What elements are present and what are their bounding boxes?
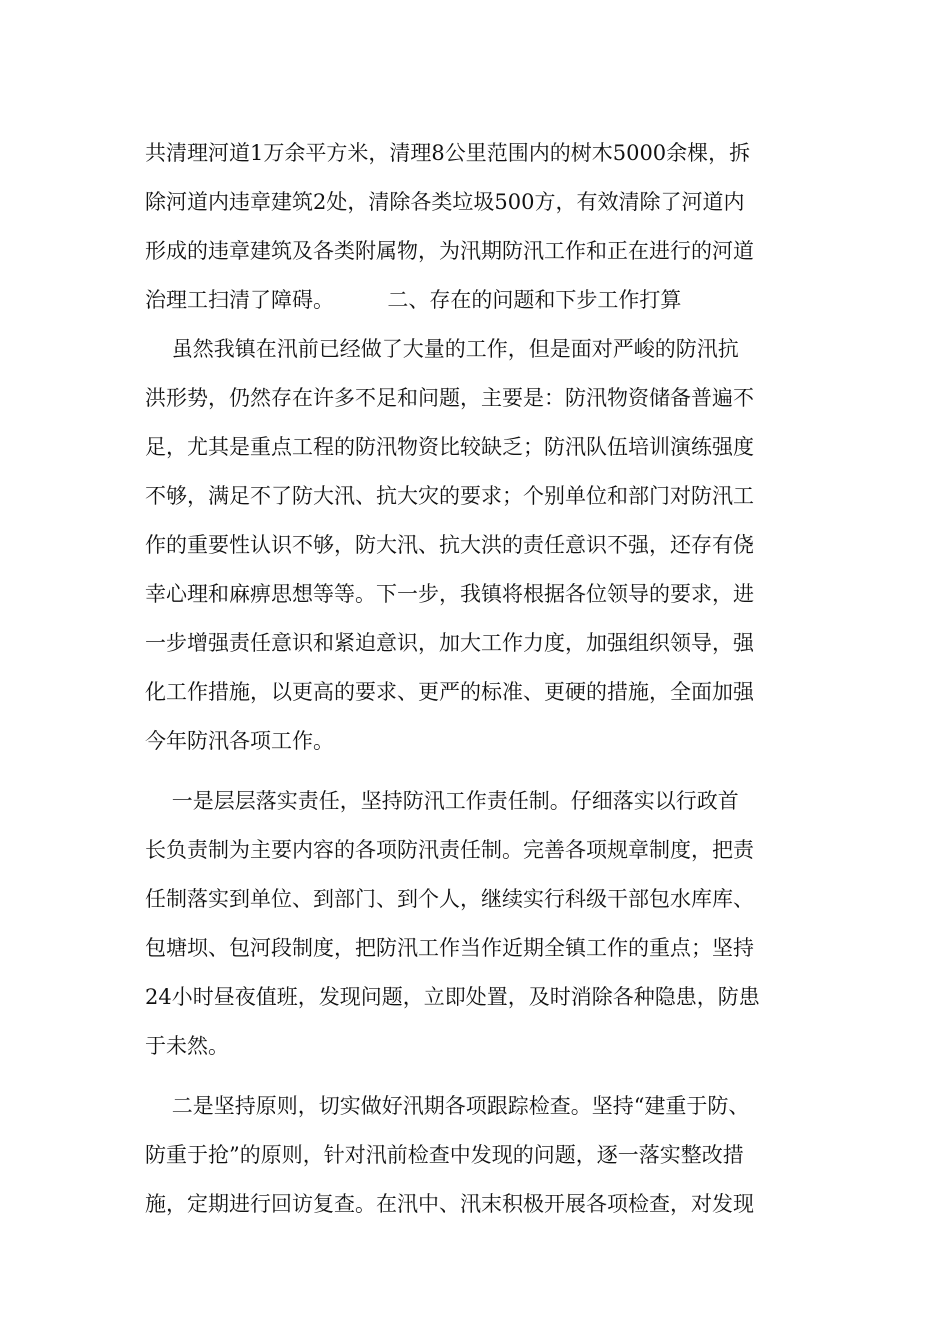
text-line: 包塘坝、包河段制度，把防汛工作当作近期全镇工作的重点；坚持: [145, 936, 754, 960]
text-line: 作的重要性认识不够，防大汛、抗大洪的责任意识不强，还存有侥: [145, 533, 754, 557]
section-heading-line: 治理工扫清了障碍。 二、存在的问题和下步工作打算: [145, 288, 682, 312]
text-line: 化工作措施，以更高的要求、更严的标准、更硬的措施，全面加强: [145, 680, 754, 704]
text-line: 虽然我镇在汛前已经做了大量的工作，但是面对严峻的防汛抗: [145, 337, 739, 361]
text-line: 今年防汛各项工作。: [145, 729, 334, 753]
text-line: 任制落实到单位、到部门、到个人，继续实行科级干部包水库库、: [145, 887, 754, 911]
text-line: 二是坚持原则，切实做好汛期各项跟踪检查。坚持“建重于防、: [145, 1094, 750, 1118]
text-line: 长负责制为主要内容的各项防汛责任制。完善各项规章制度，把责: [145, 838, 754, 862]
text-line: 共清理河道1万余平方米，清理8公里范围内的树木5000余棵，拆: [145, 141, 751, 165]
text-line: 一是层层落实责任，坚持防汛工作责任制。仔细落实以行政首: [145, 789, 739, 813]
text-line: 不够，满足不了防大汛、抗大灾的要求；个别单位和部门对防汛工: [145, 484, 754, 508]
text-line: 形成的违章建筑及各类附属物，为汛期防汛工作和正在进行的河道: [145, 239, 754, 263]
text-line: 一步增强责任意识和紧迫意识，加大工作力度，加强组织领导，强: [145, 631, 754, 655]
text-line: 足，尤其是重点工程的防汛物资比较缺乏；防汛队伍培训演练强度: [145, 435, 754, 459]
text-line: 于未然。: [145, 1034, 229, 1058]
text-line: 防重于抢”的原则，针对汛前检查中发现的问题，逐一落实整改措: [145, 1143, 744, 1167]
text-line: 幸心理和麻痹思想等等。下一步，我镇将根据各位领导的要求，进: [145, 582, 754, 606]
text-line: 24小时昼夜值班，发现问题，立即处置，及时消除各种隐患，防患: [145, 985, 760, 1009]
text-line: 施，定期进行回访复查。在汛中、汛末积极开展各项检查，对发现: [145, 1192, 754, 1216]
text-line: 洪形势，仍然存在许多不足和问题，主要是：防汛物资储备普遍不: [145, 386, 754, 410]
text-line: 除河道内违章建筑2处，清除各类垃圾500方，有效清除了河道内: [145, 190, 745, 214]
